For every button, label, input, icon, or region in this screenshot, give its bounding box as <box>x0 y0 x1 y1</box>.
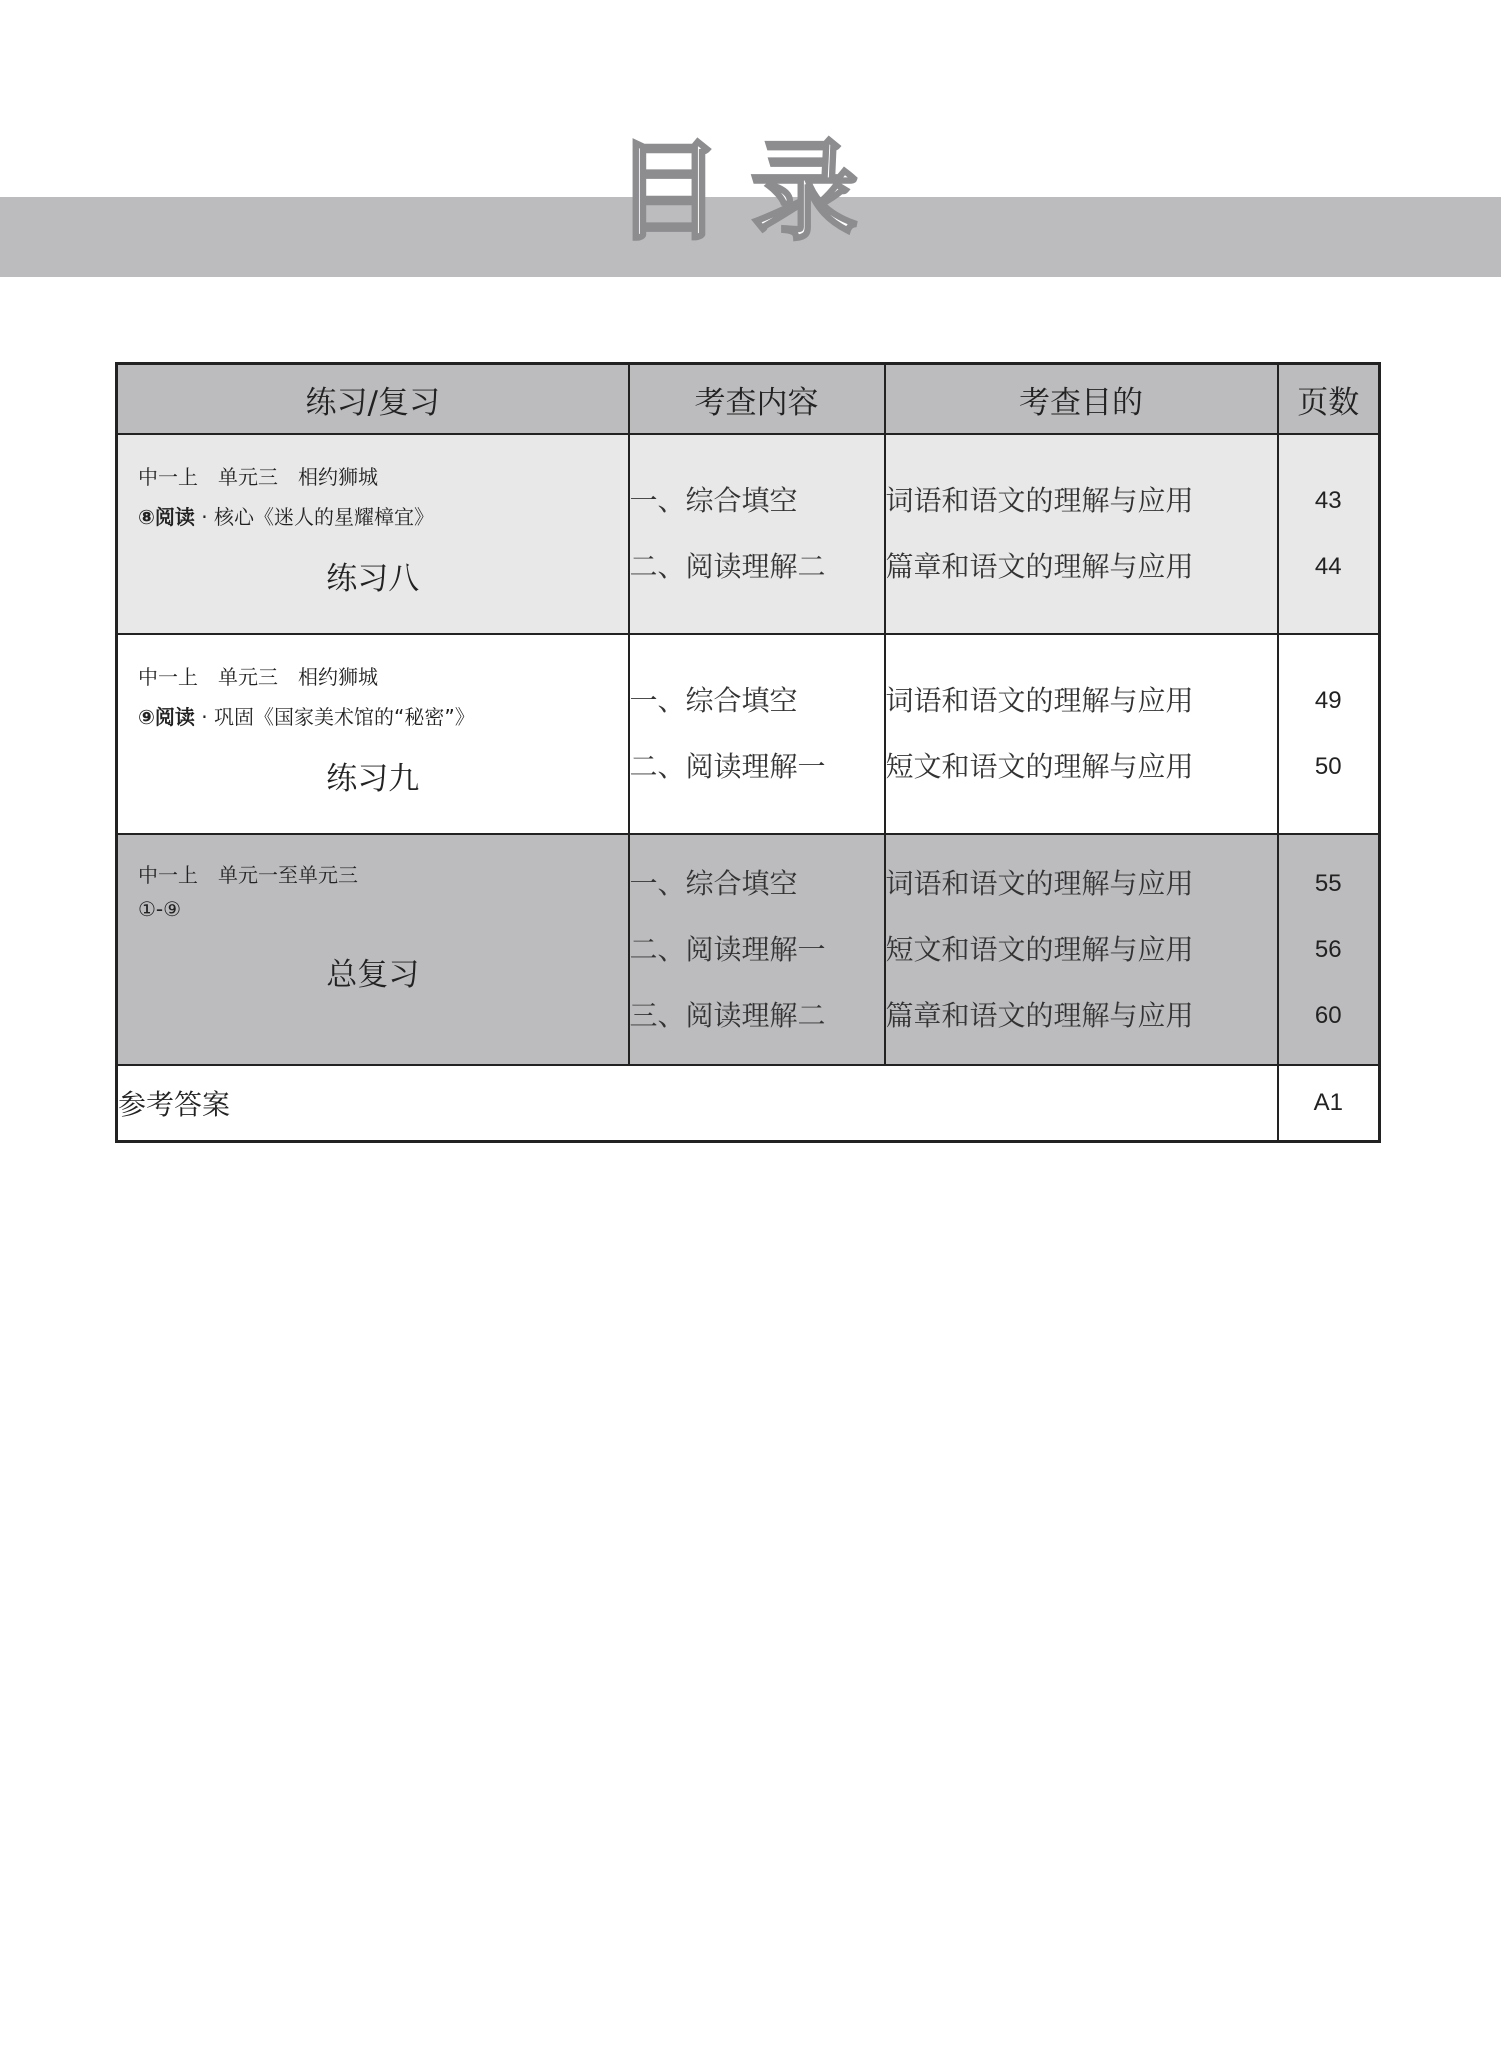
header-content: 考查内容 <box>629 364 885 435</box>
page-number: 60 <box>1314 1001 1342 1029</box>
purpose-item: 词语和语文的理解与应用 <box>885 484 1194 517</box>
page-number: 56 <box>1314 935 1342 963</box>
header-purpose: 考查目的 <box>885 364 1278 435</box>
lesson-label <box>138 501 434 530</box>
purpose-cell <box>885 434 1278 634</box>
unit-label: 中一上 单元三 相约狮城 <box>138 465 378 489</box>
lesson-marker: ⑧阅读 <box>138 505 195 529</box>
unit-label: 中一上 单元一至单元三 <box>138 863 358 887</box>
pages-cell <box>1278 834 1380 1065</box>
exercise-cell <box>117 634 629 834</box>
table-row <box>117 634 1380 834</box>
content-item: 一、综合填空 <box>629 866 798 900</box>
header-pages: 页数 <box>1278 364 1380 435</box>
purpose-item: 篇章和语文的理解与应用 <box>885 550 1194 583</box>
answers-page-number: A1 <box>1313 1089 1343 1116</box>
page-number: 43 <box>1314 487 1342 514</box>
purpose-item: 词语和语文的理解与应用 <box>885 866 1194 900</box>
content-cell <box>629 634 885 834</box>
table-row <box>117 834 1380 1065</box>
purpose-item: 篇章和语文的理解与应用 <box>885 998 1194 1032</box>
page-number: 44 <box>1314 553 1342 580</box>
lesson-label <box>138 701 475 730</box>
purpose-item: 短文和语文的理解与应用 <box>885 932 1194 966</box>
page-number: 49 <box>1314 687 1342 714</box>
unit-label: 中一上 单元三 相约狮城 <box>138 665 378 689</box>
lesson-marker: ⑨阅读 <box>138 705 195 729</box>
answers-row <box>117 1065 1380 1142</box>
content-cell <box>629 834 885 1065</box>
pages-cell <box>1278 634 1380 834</box>
lesson-label <box>138 897 181 921</box>
answers-label: 参考答案 <box>117 1065 1278 1142</box>
exercise-title: 总复习 <box>326 957 420 993</box>
purpose-item: 短文和语文的理解与应用 <box>885 750 1194 783</box>
page-title: 目录 <box>614 130 887 255</box>
pages-cell <box>1278 434 1380 634</box>
answers-page-cell <box>1278 1065 1380 1142</box>
content-item: 二、阅读理解一 <box>629 932 826 966</box>
exercise-cell <box>117 834 629 1065</box>
exercise-title: 练习八 <box>326 561 420 597</box>
content-item: 二、阅读理解二 <box>629 550 826 583</box>
content-item: 三、阅读理解二 <box>629 998 826 1032</box>
exercise-title: 练习九 <box>326 761 420 797</box>
page-number: 55 <box>1314 869 1342 897</box>
lesson-name: · 巩固《国家美术馆的“秘密”》 <box>194 705 475 729</box>
purpose-cell <box>885 834 1278 1065</box>
table-of-contents <box>115 362 1381 1143</box>
table-row <box>117 434 1380 634</box>
content-cell <box>629 434 885 634</box>
lesson-name: ①-⑨ <box>138 897 182 921</box>
content-item: 二、阅读理解一 <box>629 750 826 783</box>
purpose-item: 词语和语文的理解与应用 <box>885 684 1194 717</box>
content-item: 一、综合填空 <box>629 484 798 517</box>
lesson-name: · 核心《迷人的星耀樟宜》 <box>194 505 435 529</box>
header-exercise: 练习/复习 <box>117 364 629 435</box>
purpose-cell <box>885 634 1278 834</box>
header-row <box>117 364 1380 435</box>
page-number: 50 <box>1314 753 1342 780</box>
exercise-cell <box>117 434 629 634</box>
content-item: 一、综合填空 <box>629 684 798 717</box>
